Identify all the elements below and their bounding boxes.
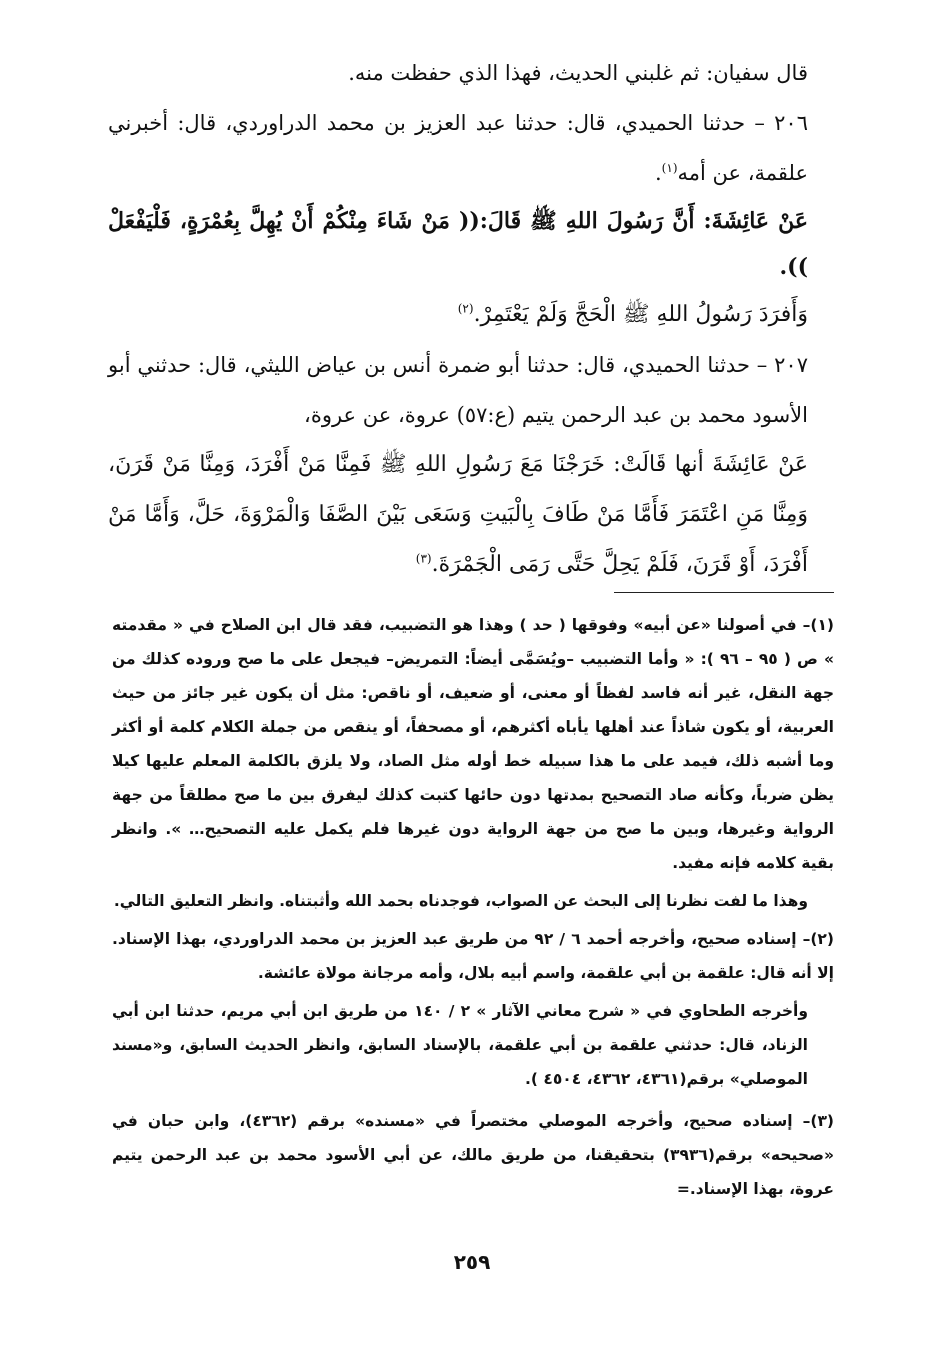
hadith-206-matn-2 <box>108 290 834 340</box>
footnote-1-continuation: وهذا ما لفت نظرنا إلى البحث عن الصواب، فوجدناه بحمد الله وأثبتناه. وانظر التعليق التالي. <box>113 892 808 910</box>
hadith-206-isnad-text: ٢٠٦ – حدثنا الحميدي، قال: حدثنا عبد العزيز بن محمد الدراوردي، قال: أخبرني علقمة، عن أمه <box>108 111 808 185</box>
footnote-2-continuation: وأخرجه الطحاوي في « شرح معاني الآثار » ٢ / ١٤٠ من طريق ابن أبي مريم، حدثنا ابن أبي الزناد، قال: حدثني علقمة بن أبي علقمة، بالإسناد السابق، وانظر الحديث السابق، و«مسند الموصلي» برقم(٤٣٦١، ٤٣٦٢، ٤٥٠٤ ). <box>112 1002 808 1088</box>
footnote-divider <box>614 592 834 593</box>
footnote-2: (٢)– إسناده صحيح، وأخرجه أحمد ٦ / ٩٢ من طريق عبد العزيز بن محمد الدراوردي، بهذا الإسناد. إلا أنه قال: علقمة بن أبي علقمة، واسم أبيه بلال، وأمه مرجانة مولاة عائشة. <box>112 930 834 982</box>
footnote-3: (٣)– إسناده صحيح، وأخرجه الموصلي مختصراً في «مسنده» برقم (٤٣٦٢)، وابن حبان في «صحيحه» برقم(٣٩٣٦) بتحقيقنا، من طريق مالك، عن أبي الأسود محمد بن عبد الرحمن يتيم عروة، بهذا الإسناد.= <box>112 1112 834 1198</box>
footnotes <box>112 608 834 1210</box>
footnote-ref-3: (٣) <box>415 551 432 566</box>
hadith-207-matn <box>108 440 834 590</box>
hadith-206-matn-text: عَنْ عَائِشَةَ: أَنَّ رَسُولَ اللهِ ﷺ قَالَ:(( مَنْ شَاءَ مِنْكُمْ أَنْ يُهِلَّ بِعُمْرَةٍ، فَلْيَفْعَلْ )). <box>108 208 808 280</box>
hadith-207-matn-text: عَنْ عَائِشَةَ أنها قَالَتْ: خَرَجْنَا مَعَ رَسُولِ اللهِ ﷺ فَمِنَّا مَنْ أَفْرَدَ، وَمِنَّا مَنْ قَرَنَ، وَمِنَّا مَنِ اعْتَمَرَ فَأَمَّا مَنْ طَافَ بِالْبَيتِ وَسَعَى بَيْنَ الصَّفَا وَالْمَرْوَةَ، حَلَّ، وَأَمَّا مَنْ أَفْرَدَ، أَوْ قَرَنَ، فَلَمْ يَحِلَّ حَتَّى رَمَى الْجَمْرَةَ. <box>108 452 809 577</box>
hadith-206-matn-2-text: وَأَفرَدَ رَسُولُ اللهِ ﷺ الْحَجَّ وَلَمْ يَعْتَمِرْ. <box>473 302 808 327</box>
hadith-206-isnad <box>108 98 834 198</box>
hadith-207-isnad-text: ٢٠٧ – حدثنا الحميدي، قال: حدثنا أبو ضمرة أنس بن عياض الليثي، قال: حدثني أبو الأسود محمد بن عبد الرحمن يتيم (ع:٥٧) عروة، عن عروة، <box>108 353 808 427</box>
hadith-206-isnad-end: . <box>654 161 662 185</box>
main-text <box>108 48 834 590</box>
footnote-ref-2: (٢) <box>457 301 474 316</box>
sufyan-text: قال سفيان: ثم غلبني الحديث، فهذا الذي حفظت منه. <box>348 61 808 85</box>
sufyan-line <box>108 48 834 98</box>
page-number: ٢٥٩ <box>453 1250 491 1274</box>
hadith-206-matn <box>108 198 834 290</box>
footnote-ref-1: (١) <box>661 161 678 175</box>
hadith-207-isnad <box>108 340 834 440</box>
footnote-1: (١)– في أصولنا «عن أبيه» وفوقها ( حد ) وهذا هو التضبيب، فقد قال ابن الصلاح في « مقدمته » ص ( ٩٥ – ٩٦ ): « وأما التضبيب –ويُسَمَّى أيضاً: التمريض– فيجعل على ما صح وروده كذلك من جهة النقل، غير أنه فاسد لفظاً أو معنى، أو ضعيف، أو ناقص: مثل أن يكون غير جائز من حيث العربية، أو يكون شاذاً عند أهلها يأباه أكثرهم، أو مصحفاً، أو ينقص من جملة الكلام كلمة أو أكثر وما أشبه ذلك، فيمد على ما هذا سبيله خط أوله مثل الصاد، ولا يلزق بالكلمة المعلم عليها كيلا يظن ضرباً، وكأنه صاد التصحيح بمدتها دون حائها كتبت كذلك ليفرق بين ما صح مطلقاً من جهة الرواية وغيرها، وبين ما صح من جهة الرواية دون غيرها فلم يكمل عليه التصحيح… ». وانظر بقية كلامه فإنه مفيد. <box>112 616 834 872</box>
